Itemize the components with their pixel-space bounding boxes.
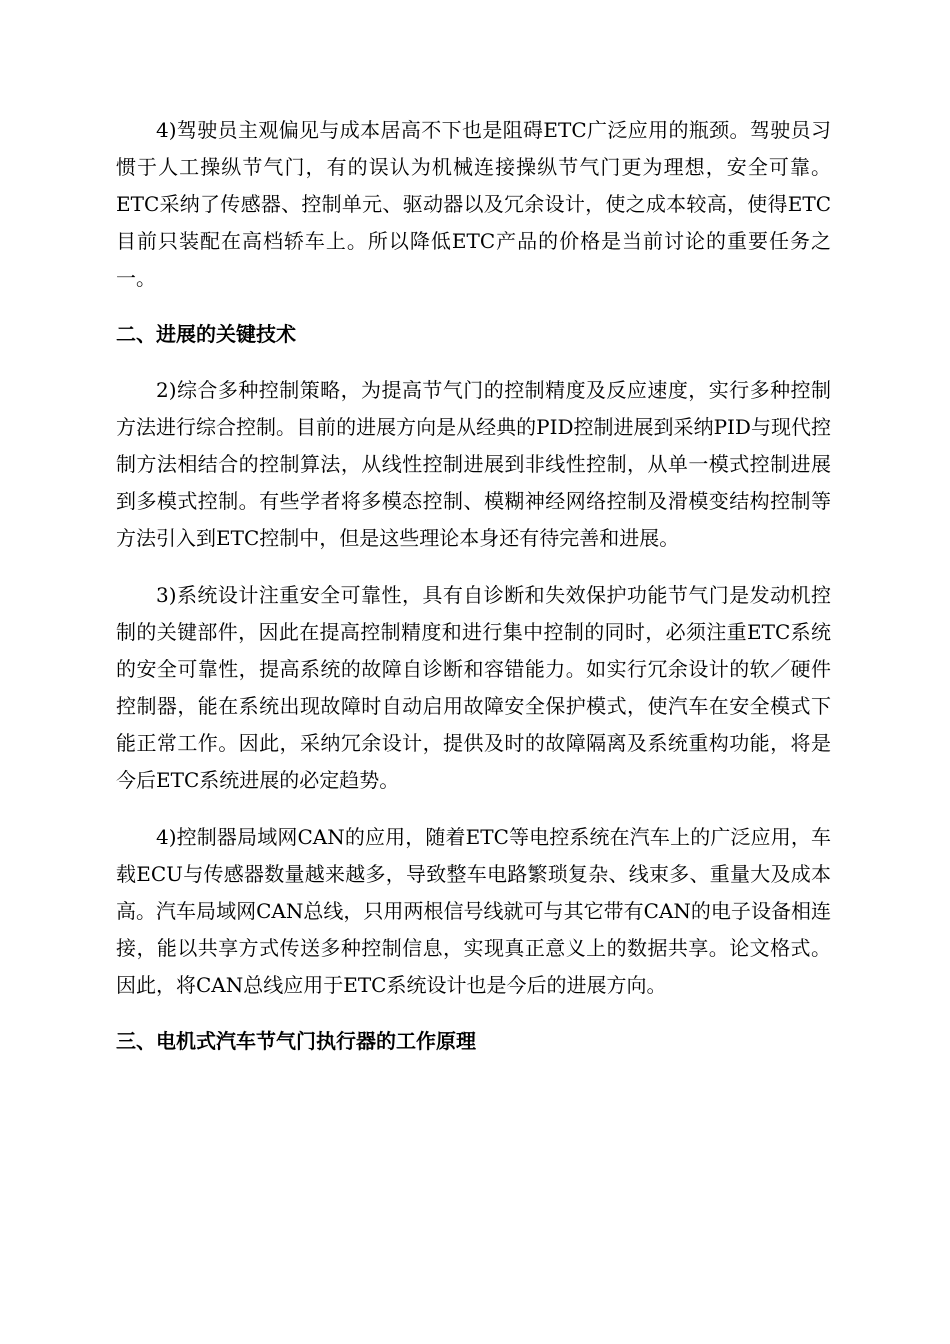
section-heading-key-technologies: 二、进展的关键技术 [116,322,296,346]
paragraph-driver-bias-cost: 4)驾驶员主观偏见与成本居高不下也是阻碍ETC广泛应用的瓶颈。驾驶员习惯于人工操纵节气门，有的误认为机械连接操纵节气门更为理想，安全可靠。ETC采纳了传感器、控制单元、驱动器以及冗余设计，使之成本较高，使得ETC目前只装配在高档轿车上。所以降低ETC产品的价格是当前讨论的重要任务之一。 [116,118,831,290]
section-heading-working-principle: 三、电机式汽车节气门执行器的工作原理 [116,1029,476,1053]
document-page [116,112,831,1060]
paragraph-control-strategies: 2)综合多种控制策略，为提高节气门的控制精度及反应速度，实行多种控制方法进行综合控制。目前的进展方向是从经典的PID控制进展到采纳PID与现代控制方法相结合的控制算法，从线性控制进展到非线性控制，从单一模式控制进展到多模式控制。有些学者将多模态控制、模糊神经网络控制及滑模变结构控制等方法引入到ETC控制中，但是这些理论本身还有待完善和进展。 [116,378,831,550]
paragraph-safety-reliability: 3)系统设计注重安全可靠性，具有自诊断和失效保护功能节气门是发动机控制的关键部件，因此在提高控制精度和进行集中控制的同时，必须注重ETC系统的安全可靠性，提高系统的故障自诊断和容错能力。如实行冗余设计的软／硬件控制器，能在系统出现故障时自动启用故障安全保护模式，使汽车在安全模式下能正常工作。因此，采纳冗余设计，提供及时的故障隔离及系统重构功能，将是今后ETC系统进展的必定趋势。 [116,583,831,792]
paragraph-can-application: 4)控制器局域网CAN的应用，随着ETC等电控系统在汽车上的广泛应用，车载ECU与传感器数量越来越多，导致整车电路繁琐复杂、线束多、重量大及成本高。汽车局域网CAN总线，只用两根信号线就可与其它带有CAN的电子设备相连接，能以共享方式传送多种控制信息，实现真正意义上的数据共享。论文格式。因此，将CAN总线应用于ETC系统设计也是今后的进展方向。 [116,825,831,997]
